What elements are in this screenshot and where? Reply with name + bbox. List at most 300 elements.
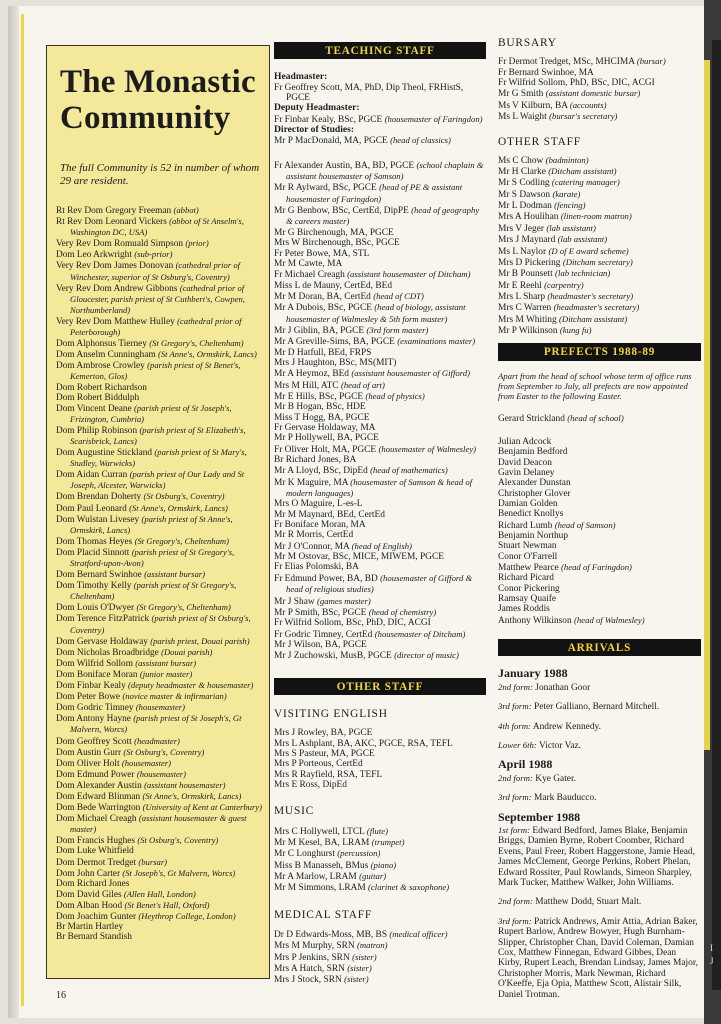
teacher-entry-name: Mr J O'Connor, MA <box>274 541 350 552</box>
arrivals-form-label: 3rd form: <box>498 792 532 803</box>
music-entry <box>274 848 486 859</box>
community-member-name: Br Martin Hartley <box>56 922 124 933</box>
arrivals-form-entry <box>498 701 701 712</box>
arrivals-names: Victor Vaz. <box>539 741 582 752</box>
page-number: 16 <box>56 990 66 1001</box>
community-member-name: Dom Paul Leonard <box>56 503 127 514</box>
community-member <box>56 238 263 249</box>
prefect-entry <box>498 615 701 626</box>
head-role-note: (head of classics) <box>390 135 451 146</box>
music-entry-role: (piano) <box>370 859 397 870</box>
community-member <box>56 691 263 702</box>
community-member-name: Dom Louis O'Dwyer <box>56 603 135 614</box>
teacher-entry-role: (head of PE & assistant housemaster of Faringdon) <box>286 182 463 204</box>
head-role-note: (housemaster of Faringdon) <box>384 113 483 124</box>
community-member-role: (housemaster) <box>121 757 172 768</box>
arrivals-form-entry <box>498 740 701 751</box>
community-member <box>56 669 263 680</box>
other-staff-entry <box>498 280 701 291</box>
teacher-entry-name: Fr Peter Bowe, MA, STL <box>274 248 370 259</box>
teacher-entry <box>274 205 486 228</box>
medical-entry <box>274 940 486 951</box>
teacher-entry-name: Mr G Birchenough, MA, PGCE <box>274 227 394 238</box>
community-member-role: (parish priest of Our Lady and St Joseph, Alcester, Warwicks) <box>70 469 245 491</box>
arrivals-section <box>498 668 701 1000</box>
teacher-entry-role: (assistant housemaster of Gifford) <box>351 368 470 379</box>
other-staff-entry-role: (kung fu) <box>559 324 592 335</box>
other-staff-entry <box>498 325 701 336</box>
community-member <box>56 349 263 360</box>
medical-entry-role: (sister) <box>352 951 377 962</box>
music-entry-name: Mr M Simmons, LRAM <box>274 883 366 894</box>
community-member <box>56 536 263 547</box>
music-entry <box>274 860 486 871</box>
music-entry-role: (flute) <box>366 825 389 836</box>
teacher-entry <box>274 358 486 368</box>
prefect-entry <box>498 437 701 447</box>
other-staff-entry-role: (carpentry) <box>544 279 584 290</box>
community-member-role: (parish priest of St Benet's, Kemerton, Glos) <box>70 360 241 382</box>
other-staff-entry-role: (D of E award scheme) <box>548 245 629 256</box>
head-role-label: Deputy Headmaster: <box>274 102 360 114</box>
community-member-name: Dom Peter Bowe <box>56 692 121 703</box>
community-member <box>56 647 263 658</box>
community-member <box>56 932 263 942</box>
community-member <box>56 736 263 747</box>
teacher-entry-name: Mrs O Maguire, L-es-L <box>274 499 363 510</box>
teacher-entry <box>274 455 486 465</box>
arrivals-names: Andrew Kennedy. <box>532 721 601 732</box>
community-member-role: (cathedral prior of Winchester, superior of St Osburg's, Coventry) <box>70 260 241 282</box>
visiting-entry-name: Mrs L Ashplant, BA, AKC, PGCE, RSA, TEFL <box>274 738 453 749</box>
visiting-entry-name: Mrs R Rayfield, RSA, TEFL <box>274 769 383 780</box>
visiting-entry <box>274 728 486 738</box>
teacher-entry-role: (head of chemistry) <box>368 606 437 617</box>
community-member-role: (assistant housemaster) <box>144 779 226 790</box>
community-member <box>56 879 263 889</box>
teacher-entry-name: Mr M Ostovar, BSc, MICE, MIWEM, PGCE <box>274 552 444 563</box>
prefects-list <box>498 437 701 626</box>
arrivals-banner: ARRIVALS <box>498 639 701 656</box>
music-entry <box>274 826 486 837</box>
community-member <box>56 613 263 635</box>
teacher-entry-name: Fr Wilfrid Sollom, BSc, PhD, DIC, ACGI <box>274 618 431 629</box>
community-member-role: (parish priest of St Joseph's, Gt Malvern, Worcs) <box>70 713 242 735</box>
prefect-entry <box>498 458 701 468</box>
community-intro: The full Community is 52 in number of whom 29 are resident. <box>60 162 260 187</box>
medical-staff-list <box>274 929 486 986</box>
facing-page-fragment: I J <box>710 943 714 966</box>
community-member-name: Very Rev Dom James Donovan <box>56 261 174 272</box>
head-of-school: Gerard Strickland (head of school) <box>498 412 624 424</box>
community-member <box>56 383 263 393</box>
music-entry-name: Mr C Longhurst <box>274 849 335 860</box>
facing-page-yellow-strip <box>704 60 710 750</box>
other-staff-entry-role: (lab technician) <box>555 268 611 279</box>
community-member-name: Dom Alphonsus Tierney <box>56 339 147 350</box>
visiting-entry-name: Mrs E Ross, DipEd <box>274 779 347 790</box>
prefect-entry <box>498 562 701 573</box>
visiting-entry <box>274 759 486 769</box>
other-staff-entry <box>498 257 701 268</box>
prefect-entry-name: Christopher Glover <box>498 488 571 499</box>
other-staff-entry-name: Mrs L Sharp <box>498 291 546 302</box>
community-member-role: (St Gregory's, Cheltenham) <box>149 338 244 349</box>
community-member <box>56 338 263 349</box>
teacher-entry-name: Mr M Maynard, BEd, CertEd <box>274 509 385 520</box>
community-member-name: Dom Boniface Moran <box>56 669 138 680</box>
arrivals-term-heading: January 1988 <box>498 666 568 681</box>
teacher-entry-role: (head of biology, assistant housemaster of Walmesley & 5th form master) <box>286 302 466 324</box>
community-member <box>56 802 263 813</box>
music-entry-role: (clarinet & saxophone) <box>368 882 450 893</box>
community-member-name: Dom Augustine Stickland <box>56 448 153 459</box>
arrivals-form-entry <box>498 916 701 1000</box>
teacher-entry <box>274 629 486 640</box>
prefect-entry-role: (head of Walmesley) <box>574 614 645 625</box>
teacher-entry-name: Fr Oliver Holt, MA, PGCE <box>274 444 377 455</box>
community-member-role: (novice master & infirmarian) <box>122 691 227 702</box>
community-member <box>56 469 263 491</box>
community-member <box>56 911 263 922</box>
prefect-entry-name: David Deacon <box>498 457 552 468</box>
teacher-entry-name: Fr Michael Creagh <box>274 270 345 281</box>
community-member-name: Dom Austin Gurr <box>56 747 122 758</box>
community-member-name: Very Rev Dom Andrew Gibbons <box>56 283 178 294</box>
arrivals-form-label: 1st form: <box>498 824 531 835</box>
community-member-name: Dom Vincent Deane <box>56 403 132 414</box>
prefect-entry <box>498 594 701 604</box>
other-staff-entry-name: Mr B Pounsett <box>498 269 553 280</box>
other-staff-entry <box>498 268 701 279</box>
community-member-role: (St Anne's, Ormskirk, Lancs) <box>129 502 228 513</box>
music-entry <box>274 871 486 882</box>
teacher-entry-name: Mr E Hills, BSc, PGCE <box>274 391 364 402</box>
community-member-role: (housemaster) <box>135 702 185 713</box>
teacher-entry-name: Br Richard Jones, BA <box>274 455 357 466</box>
teacher-entry-name: Fr Elias Polomski, BA <box>274 562 359 573</box>
other-staff-entry-role: (Ditcham assistant) <box>548 166 617 177</box>
community-list <box>56 205 263 942</box>
prefect-entry <box>498 489 701 499</box>
teacher-entry-role: (examinations master) <box>397 336 476 347</box>
community-member-role: (cathedral prior of Peterborough) <box>70 315 242 338</box>
teaching-column <box>274 42 486 986</box>
community-member <box>56 216 263 238</box>
visiting-entry-name: Mrs S Pasteur, MA, PGCE <box>274 748 375 759</box>
teacher-entry <box>274 520 486 530</box>
bursary-heading: BURSARY <box>498 37 557 49</box>
community-member <box>56 922 263 932</box>
community-member-role: (parish priest of St Anne's, Ormskirk, Lancs) <box>70 513 233 535</box>
other-staff-entry-name: Mr E Reehl <box>498 280 542 291</box>
community-member-name: Dom Placid Sinnott <box>56 547 130 558</box>
community-member-role: (St Joseph's, Gt Malvern, Worcs) <box>122 867 236 878</box>
head-role-name: Mr P MacDonald, MA, PGCE <box>274 136 388 147</box>
teacher-entry <box>274 269 486 280</box>
yellow-margin-rule <box>21 14 24 1006</box>
teacher-entry-name: Mr R Aylward, BSc, PGCE <box>274 183 377 194</box>
teacher-entry <box>274 238 486 248</box>
teacher-entry <box>274 259 486 269</box>
music-heading: MUSIC <box>274 805 315 818</box>
music-entry-name: Mr A Marlow, LRAM <box>274 872 357 883</box>
prefect-entry <box>498 468 701 478</box>
teacher-entry-role: (head of English) <box>351 540 412 551</box>
other-staff-entry <box>498 155 701 166</box>
teacher-entry-role: (school chaplain & assistant housemaster of Samson) <box>286 159 484 182</box>
teacher-entry <box>274 433 486 443</box>
community-member <box>56 791 263 802</box>
teacher-entry-name: Mr K Maguire, MA <box>274 477 348 488</box>
teacher-entry-role: (games master) <box>316 595 371 606</box>
community-member <box>56 769 263 780</box>
prefect-entry-name: Anthony Wilkinson <box>498 615 572 626</box>
arrivals-names: Kye Gater. <box>535 773 576 784</box>
prefect-entry-name: Benjamin Bedford <box>498 447 568 458</box>
other-staff-entry-name: Mr P Wilkinson <box>498 325 558 336</box>
bursary-entry-name: Ms L Waight <box>498 112 547 123</box>
community-member-name: Dom David Giles <box>56 889 122 900</box>
community-member <box>56 580 263 602</box>
teacher-entry-name: Mr M Doran, BA, CertEd <box>274 291 371 302</box>
community-member <box>56 205 263 216</box>
teacher-entry-name: Fr Alexander Austin, BA, BD, PGCE <box>274 160 415 171</box>
medical-entry-role: (sister) <box>344 974 369 985</box>
other-staff-entry <box>498 189 701 200</box>
bursary-entry <box>498 68 701 78</box>
community-member-name: Rt Rev Dom Leonard Vickers <box>56 217 167 228</box>
arrivals-names: Edward Bedford, James Blake, Benjamin Briggs, Damien Byrne, Robert Coomber, Richard Evens, Paul Freer, Robert Haggerstone, Jamie Head, James McClement, George Perkins, Robert Phelan, Edward Rossiter, Paul Rowlands, Simeon Sharpley, Mark Tucker, Matthew Walker, John Williams. <box>498 825 695 888</box>
community-member <box>56 758 263 769</box>
other-staff-entry-role: (linen-room matron) <box>560 211 632 222</box>
teacher-entry-name: Fr Edmund Power, BA, BD <box>274 573 378 584</box>
bursary-entry-name: Mr G Smith <box>498 89 544 100</box>
arrivals-form-label: 3rd form: <box>498 915 532 926</box>
community-member <box>56 857 263 868</box>
community-member-name: Dom Timothy Kelly <box>56 581 132 592</box>
other-staff-entry-role: (lab assistant) <box>557 234 608 245</box>
community-member-role: (St Osburg's, Coventry) <box>123 746 205 757</box>
community-member-name: Rt Rev Dom Gregory Freeman <box>56 206 172 216</box>
community-member-name: Dom Michael Creagh <box>56 814 137 825</box>
community-member-name: Dom Leo Arkwright <box>56 250 132 261</box>
community-member-role: (cathedral prior of Gloucester, parish priest of St Cuthbert's, Cowpen, Northumberland) <box>70 282 245 315</box>
teacher-entry-role: (head of physics) <box>365 390 425 401</box>
community-member-role: (parish priest of St Gregory's, Cheltenham) <box>70 580 237 602</box>
other-staff-list <box>498 155 701 337</box>
community-member-name: Dom Ambrose Crowley <box>56 361 145 372</box>
community-member-name: Dom Wulstan Livesey <box>56 514 140 525</box>
community-member <box>56 403 263 425</box>
prefect-entry <box>498 531 701 541</box>
teacher-entry <box>274 249 486 259</box>
arrivals-form-entry <box>498 721 701 732</box>
community-member-role: (headmaster) <box>134 735 180 746</box>
community-member-role: (parish priest of St Joseph's, Frizington, Cumbria) <box>70 402 232 424</box>
teacher-entry <box>274 499 486 509</box>
medical-entry-name: Mrs A Hatch, SRN <box>274 964 345 975</box>
community-member-role: (assistant bursar) <box>135 657 197 668</box>
music-entry-name: Mrs C Hollywell, LTCL <box>274 826 365 837</box>
other-staff-entry-name: Ms C Chow <box>498 155 544 166</box>
community-member-role: (St Anne's, Ormskirk, Lancs) <box>142 790 242 801</box>
teacher-entry-name: Mr A Dubois, BSc, PGCE <box>274 303 372 314</box>
community-member-role: (abbot of St Anselm's, Washington DC, USA) <box>70 216 244 238</box>
teacher-entry-role: (head of art) <box>340 379 385 390</box>
arrivals-term-heading: April 1988 <box>498 757 553 772</box>
prefect-entry-name: Conor O'Farrell <box>498 551 558 562</box>
teacher-entry-name: Fr Boniface Moran, MA <box>274 520 366 531</box>
teacher-entry <box>274 552 486 562</box>
head-role-name: Fr Finbar Kealy, BSc, PGCE <box>274 114 383 125</box>
teacher-entry-name: Mrs W Birchenough, BSc, PGCE <box>274 238 400 249</box>
other-staff-entry <box>498 177 701 188</box>
teacher-entry-role: (director of music) <box>394 650 459 661</box>
bursary-entry-name: Fr Dermot Tredget, MSc, MHCIMA <box>498 57 635 68</box>
prefect-entry-name: Stuart Newman <box>498 541 557 552</box>
teacher-entry <box>274 228 486 238</box>
arrivals-form-label: 2nd form: <box>498 772 533 783</box>
other-staff-entry-role: (fencing) <box>554 200 586 211</box>
community-member-role: (parish priest of St Mary's, Studley, Warwicks) <box>70 447 247 469</box>
community-member-name: Very Rev Dom Romuald Simpson <box>56 239 184 250</box>
other-staff-entry <box>498 234 701 245</box>
medical-entry <box>274 929 486 940</box>
other-staff-entry-name: Mrs C Warren <box>498 303 552 314</box>
other-staff-entry <box>498 223 701 234</box>
music-list <box>274 826 486 894</box>
prefect-entry <box>498 520 701 531</box>
community-member <box>56 900 263 911</box>
other-staff-entry-name: Mrs A Houlihan <box>498 212 559 223</box>
community-member-name: Dom Robert Biddulph <box>56 392 140 403</box>
other-staff-entry-name: Mr S Codling <box>498 178 550 189</box>
other-staff-entry <box>498 302 701 313</box>
other-staff-entry <box>498 314 701 325</box>
magazine-page <box>8 6 704 1018</box>
community-member-name: Dom Alexander Austin <box>56 780 142 791</box>
arrivals-form-entry <box>498 682 701 693</box>
teacher-entry-name: Mr G Benbow, BSc, CertEd, DipPE <box>274 206 409 217</box>
community-member-role: (assistant bursar) <box>144 569 205 580</box>
community-member <box>56 547 263 569</box>
other-staff-entry-name: Mrs M Whiting <box>498 314 557 325</box>
community-member <box>56 447 263 469</box>
medical-entry <box>274 974 486 985</box>
visiting-entry <box>274 739 486 749</box>
teacher-entry-name: Mr J Shaw <box>274 596 315 607</box>
other-staff-entry-name: Mrs V Jeger <box>498 223 545 234</box>
other-staff-entry <box>498 291 701 302</box>
head-role-holder <box>274 135 486 146</box>
teacher-entry <box>274 618 486 628</box>
arrivals-form-entry <box>498 825 701 888</box>
community-member <box>56 283 263 316</box>
visiting-entry <box>274 749 486 759</box>
teacher-entry-role: (assistant housemaster of Ditcham) <box>347 269 471 280</box>
bursary-entry-role: (assistant domestic bursar) <box>545 88 641 99</box>
community-title: The Monastic Community <box>60 64 256 136</box>
teacher-entry-name: Fr Gervase Holdaway, MA <box>274 423 376 433</box>
community-member <box>56 249 263 260</box>
community-member-name: Dom Geoffrey Scott <box>56 736 132 747</box>
community-member-role: (Douai parish) <box>161 646 213 657</box>
community-member-name: Dom Antony Hayne <box>56 714 131 725</box>
community-member <box>56 780 263 791</box>
prefect-entry-name: Ramsay Quaife <box>498 594 557 605</box>
community-member-name: Dom Joachim Gunter <box>56 912 137 922</box>
visiting-entry-name: Mrs P Porteous, CertEd <box>274 759 363 770</box>
other-staff-entry-name: Ms L Naylor <box>498 246 547 257</box>
teacher-entry <box>274 510 486 520</box>
arrivals-names: Jonathan Goor <box>535 682 591 693</box>
medical-entry <box>274 963 486 974</box>
prefect-entry <box>498 499 701 509</box>
community-member-name: Dom Oliver Holt <box>56 758 120 769</box>
community-member-role: (bursar) <box>138 856 168 867</box>
teacher-entry <box>274 530 486 540</box>
arrivals-names: Patrick Andrews, Amir Attia, Adrian Baker, Rupert Barlow, Andrew Bowyer, Hugh Burnham-Slipper, Christopher Chan, David Coleman, Damian Cox, Matthew Finnegan, Edward Gibbes, Dean Kirby, Rupert Leach, Brendan Lindsay, James Major, Christopher Morris, Mark Newman, Richard O'Keeffe, Eja Opia, Matthew Scott, Alistair Silk, Daniel Trotman. <box>498 916 698 1000</box>
medical-entry-role: (matron) <box>357 940 388 951</box>
prefect-entry-name: Alexander Dunstan <box>498 478 571 489</box>
teacher-entry-name: Mr R Morris, CertEd <box>274 530 354 541</box>
arrivals-form-label: 4th form: <box>498 720 531 731</box>
community-member-name: Dom John Carter <box>56 868 121 879</box>
teaching-heads <box>274 72 486 146</box>
teaching-staff-banner: TEACHING STAFF <box>274 42 486 59</box>
bursary-entry-name: Ms V Kilburn, BA <box>498 100 568 111</box>
community-member-role: (prior) <box>185 238 209 249</box>
other-staff-entry-role: (karate) <box>552 188 581 199</box>
community-member-name: Dom Robert Richardson <box>56 382 147 393</box>
prefect-entry <box>498 573 701 583</box>
bursary-entry <box>498 111 701 122</box>
community-member-name: Dom Anselm Cunningham <box>56 350 156 361</box>
prefect-entry-name: James Roddis <box>498 604 550 615</box>
community-member-name: Dom Gervase Holdaway <box>56 636 148 647</box>
teacher-entry-name: Mr A Greville-Sims, BA, PGCE <box>274 337 395 348</box>
teacher-entry <box>274 465 486 476</box>
community-member <box>56 514 263 536</box>
community-member <box>56 846 263 856</box>
visiting-english-list <box>274 728 486 790</box>
prefect-entry-name: Richard Lumb <box>498 520 553 531</box>
bursary-entry-name: Fr Bernard Swinhoe, MA <box>498 67 594 78</box>
community-member <box>56 425 263 447</box>
teacher-entry-role: (head of mathematics) <box>370 465 448 476</box>
prefect-entry-name: Conor Pickering <box>498 583 560 594</box>
music-entry-role: (guitar) <box>359 871 387 882</box>
arrivals-form-label: Lower 6th: <box>498 740 537 751</box>
teaching-staff-list <box>274 160 486 662</box>
community-member-role: (parish priest, Douai parish) <box>150 635 250 646</box>
teacher-entry <box>274 336 486 347</box>
community-member-name: Dom Luke Whitfield <box>56 846 134 857</box>
prefect-entry <box>498 541 701 551</box>
community-member <box>56 747 263 758</box>
teacher-entry-name: Mr J Giblin, BA, PGCE <box>274 325 365 336</box>
teacher-entry-name: Fr Godric Timney, CertEd <box>274 629 373 640</box>
teacher-entry <box>274 402 486 412</box>
teacher-entry-role: (housemaster of Walmesley) <box>378 443 477 454</box>
teacher-entry-name: Miss T Hogg, BA, PGCE <box>274 412 370 423</box>
medical-entry-name: Dr D Edwards-Moss, MB, BS <box>274 930 388 941</box>
teacher-entry <box>274 640 486 650</box>
other-staff-entry-name: Mr L Dodman <box>498 201 552 212</box>
bursary-entry <box>498 78 701 88</box>
other-staff-entry <box>498 246 701 257</box>
